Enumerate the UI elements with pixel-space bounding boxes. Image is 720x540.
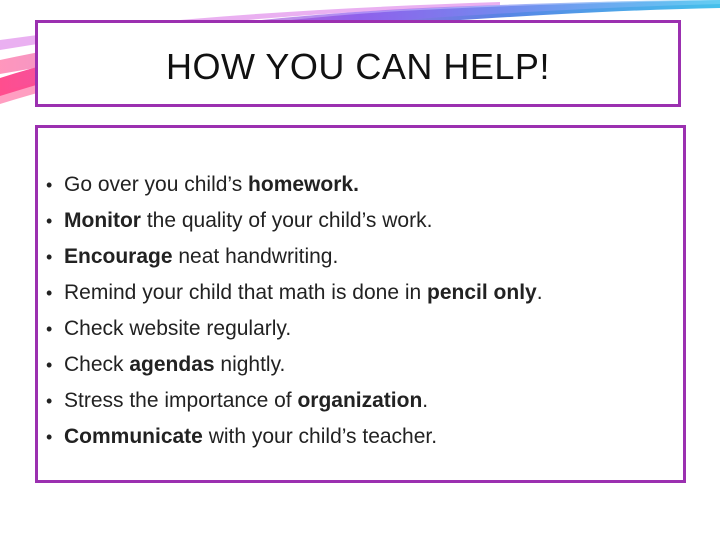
- bullet-segment: Remind your child that math is done in: [64, 281, 428, 304]
- bullet-emphasis: Communicate: [64, 425, 203, 448]
- bullet-emphasis: organization: [297, 389, 423, 412]
- bullet-item: [46, 275, 543, 311]
- bullet-emphasis: agendas: [129, 353, 215, 376]
- bullet-text: [64, 239, 338, 275]
- bullet-item: [46, 419, 543, 455]
- bullet-dot-icon: •: [46, 355, 53, 375]
- bullet-dot-icon: •: [46, 319, 53, 339]
- bullet-emphasis: pencil only: [427, 281, 537, 304]
- bullet-dot-icon: •: [46, 247, 53, 267]
- bullet-item: [46, 167, 543, 203]
- bullet-segment: nightly.: [214, 353, 286, 376]
- content-box: [35, 125, 686, 483]
- bullet-emphasis: homework.: [248, 173, 359, 196]
- bullet-segment: .: [536, 281, 543, 304]
- bullet-item: [46, 203, 543, 239]
- bullet-segment: with your child’s teacher.: [202, 425, 438, 448]
- bullet-text: [64, 203, 432, 239]
- bullet-dot-icon: •: [46, 391, 53, 411]
- bullet-text: [64, 419, 437, 455]
- bullet-item: [46, 347, 543, 383]
- bullet-item: [46, 383, 543, 419]
- slide-title: HOW YOU CAN HELP!: [166, 45, 550, 87]
- bullet-text: [64, 275, 543, 311]
- bullet-dot-icon: •: [46, 283, 53, 303]
- bullet-segment: neat handwriting.: [172, 245, 339, 268]
- bullet-segment: Check: [64, 353, 130, 376]
- title-box: [35, 20, 681, 107]
- bullet-item: [46, 311, 543, 347]
- bullet-item: [46, 239, 543, 275]
- bullet-segment: .: [422, 389, 429, 412]
- bullet-segment: Check website regularly.: [64, 317, 292, 340]
- bullet-text: [64, 347, 285, 383]
- bullet-segment: Go over you child’s: [64, 173, 249, 196]
- bullet-text: [64, 383, 428, 419]
- bullet-text: [64, 311, 291, 347]
- bullet-list: [46, 167, 543, 455]
- bullet-dot-icon: •: [46, 175, 53, 195]
- bullet-segment: Stress the importance of: [64, 389, 298, 412]
- bullet-emphasis: Monitor: [64, 209, 141, 232]
- bullet-emphasis: Encourage: [64, 245, 173, 268]
- bullet-text: [64, 167, 359, 203]
- bullet-dot-icon: •: [46, 211, 53, 231]
- bullet-segment: the quality of your child’s work.: [140, 209, 433, 232]
- bullet-dot-icon: •: [46, 427, 53, 447]
